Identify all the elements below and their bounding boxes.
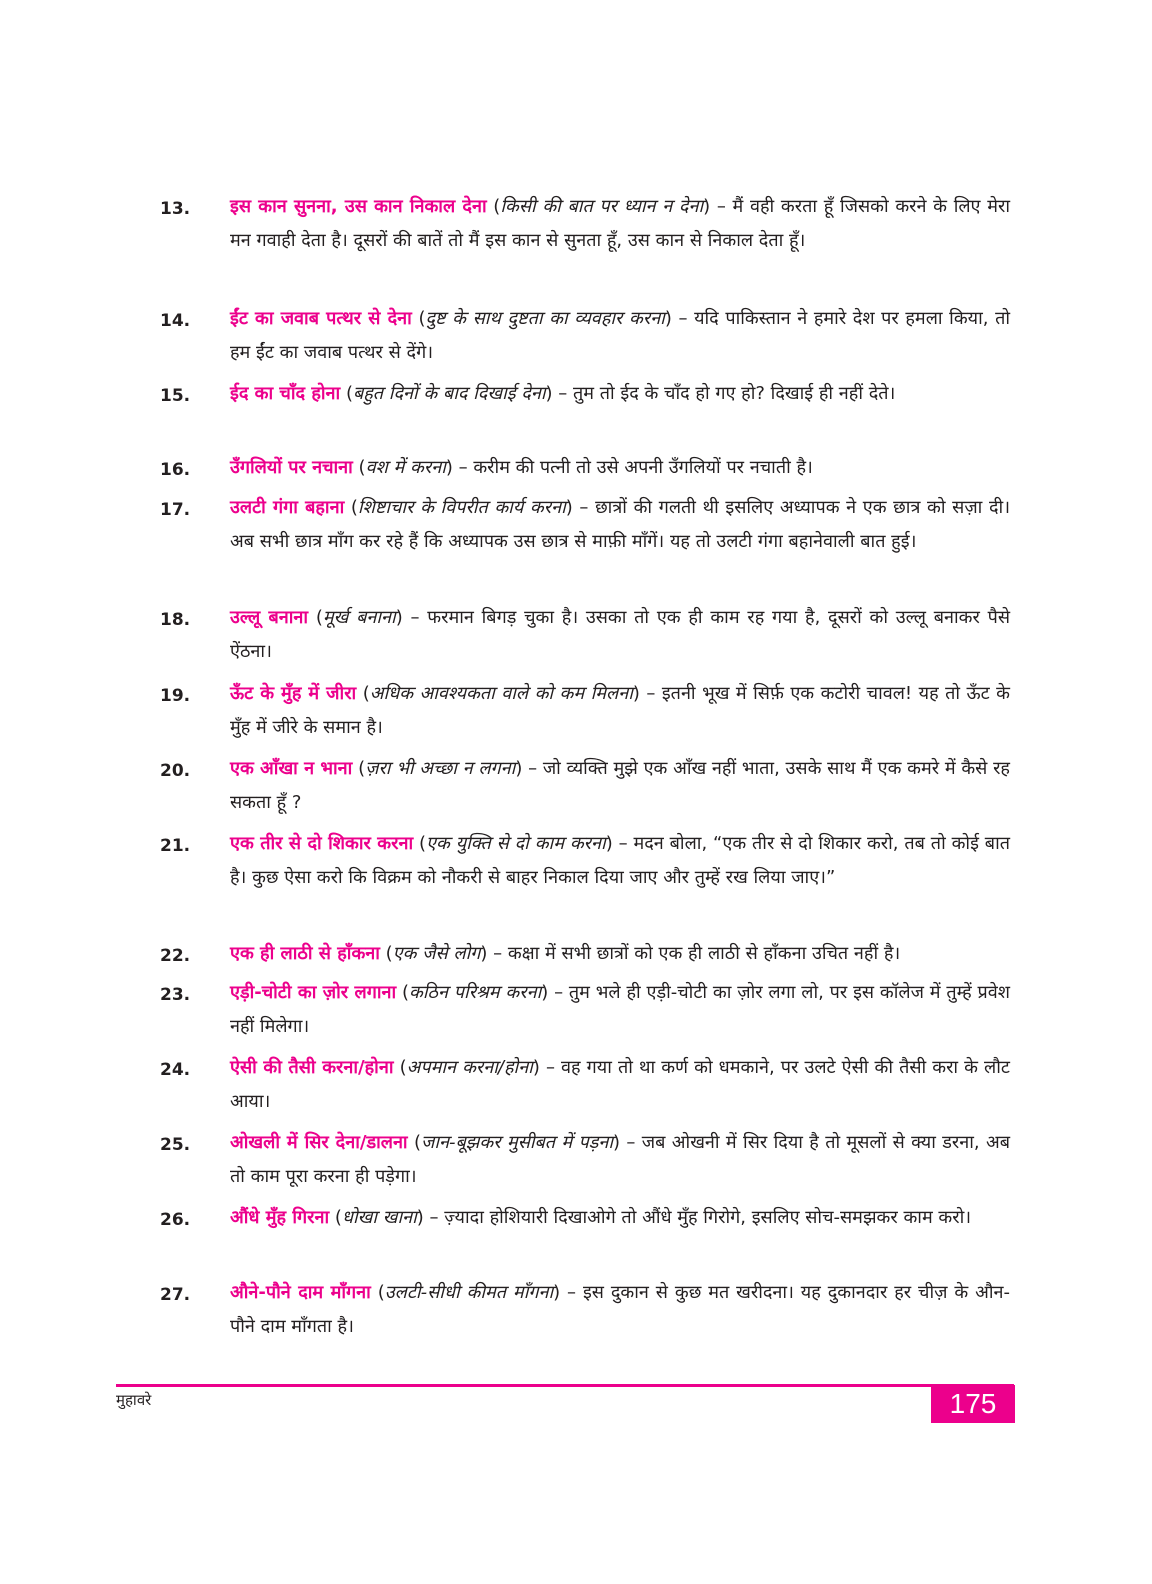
idiom: ऐसी की तैसी करना/होना	[230, 1057, 394, 1078]
entry-text: इस कान सुनना, उस कान निकाल देना (किसी की बात पर ध्यान न देना) – मैं वही करता हूँ जिसको करने के लिए मेरा मन गवाही देता है। दूसरों की बातें तो मैं इस कान से सुनता हूँ, उस कान से निकाल देता हूँ।	[230, 196, 1010, 251]
idiom: एक आँखा न भाना	[230, 758, 353, 779]
entry-number: 20.	[160, 761, 191, 781]
entry-number: 15.	[160, 386, 191, 406]
idiom-example: ज़्यादा होशियारी दिखाओगे तो औंधे मुँह गिरोगे, इसलिए सोच-समझकर काम करो।	[444, 1207, 972, 1228]
idiom: ईंट का जवाब पत्थर से देना	[230, 308, 412, 329]
idiom-meaning: वश में करना	[365, 457, 446, 478]
entry-number: 25.	[160, 1135, 191, 1155]
idiom: एड़ी-चोटी का ज़ोर लगाना	[230, 982, 397, 1003]
page-number: 175	[931, 1385, 1015, 1423]
idiom: ईद का चाँद होना	[230, 383, 341, 404]
entry-number: 27.	[160, 1285, 191, 1305]
idiom-example: इतनी भूख में सिर्फ़ एक कटोरी चावल! यह तो ऊँट के मुँह में जीरे के समान है।	[230, 683, 1010, 738]
idiom-example: वह गया तो था कर्ण को धमकाने, पर उलटे ऐसी की तैसी करा के लौट आया।	[230, 1057, 1010, 1112]
idiom: औने-पौने दाम माँगना	[230, 1282, 371, 1303]
entry-text: ईद का चाँद होना (बहुत दिनों के बाद दिखाई देना) – तुम तो ईद के चाँद हो गए हो? दिखाई ही नहीं देते।	[230, 383, 896, 404]
idiom-meaning: जान-बूझकर मुसीबत में पड़ना	[421, 1132, 614, 1153]
entry-text: ईंट का जवाब पत्थर से देना (दुष्ट के साथ दुष्टता का व्यवहार करना) – यदि पाकिस्तान ने हमारे देश पर हमला किया, तो हम ईंट का जवाब पत्थर से देंगे।	[230, 308, 1011, 363]
idiom-example: इस दुकान से कुछ मत खरीदना। यह दुकानदार हर चीज़ के औन-पौने दाम माँगता है।	[230, 1282, 1010, 1337]
idiom-meaning: एक युक्ति से दो काम करना	[426, 833, 606, 854]
entry-number: 26.	[160, 1210, 191, 1230]
idiom-example: कक्षा में सभी छात्रों को एक ही लाठी से हाँकना उचित नहीं है।	[507, 943, 901, 964]
idiom-example: छात्रों की गलती थी इसलिए अध्यापक ने एक छात्र को सज़ा दी। अब सभी छात्र माँग कर रहे हैं कि अध्यापक उस छात्र से माफ़ी माँगें। यह तो उलटी गंगा बहानेवाली बात हुई।	[230, 497, 1011, 552]
entry-number: 19.	[160, 686, 191, 706]
entry-number: 17.	[160, 500, 191, 520]
idiom-example: जो व्यक्ति मुझे एक आँख नहीं भाता, उसके साथ मैं एक कमरे में कैसे रह सकता हूँ ?	[230, 758, 1010, 813]
idiom-meaning: मूर्ख बनाना	[322, 607, 396, 628]
idiom: एक ही लाठी से हाँकना	[230, 943, 380, 964]
idiom-meaning: ज़रा भी अच्छा न लगना	[365, 758, 516, 779]
idiom: इस कान सुनना, उस कान निकाल देना	[230, 196, 487, 217]
entry-text: औने-पौने दाम माँगना (उलटी-सीधी कीमत माँगना) – इस दुकान से कुछ मत खरीदना। यह दुकानदार हर चीज़ के औन-पौने दाम माँगता है।	[230, 1282, 1010, 1337]
idiom-meaning: दुष्ट के साथ दुष्टता का व्यवहार करना	[425, 308, 665, 329]
idiom-meaning: अधिक आवश्यकता वाले को कम मिलना	[369, 683, 633, 704]
entry-text: एक आँखा न भाना (ज़रा भी अच्छा न लगना) – जो व्यक्ति मुझे एक आँख नहीं भाता, उसके साथ मैं एक कमरे में कैसे रह सकता हूँ ?	[230, 758, 1010, 813]
idiom-example: फरमान बिगड़ चुका है। उसका तो एक ही काम रह गया है, दूसरों को उल्लू बनाकर पैसे ऐंठना।	[230, 607, 1010, 662]
entry-number: 16.	[160, 460, 191, 480]
entry-number: 14.	[160, 311, 191, 331]
idiom-example: जब ओखनी में सिर दिया है तो मूसलों से क्या डरना, अब तो काम पूरा करना ही पड़ेगा।	[230, 1132, 1010, 1187]
entry-text: औंधे मुँह गिरना (धोखा खाना) – ज़्यादा होशियारी दिखाओगे तो औंधे मुँह गिरोगे, इसलिए सोच-समझकर काम करो।	[230, 1207, 972, 1228]
idiom: उँगलियों पर नचाना	[230, 457, 353, 478]
entry-text: उँगलियों पर नचाना (वश में करना) – करीम की पत्नी तो उसे अपनी उँगलियों पर नचाती है।	[230, 457, 813, 478]
idiom: उलटी गंगा बहाना	[230, 497, 345, 518]
entry-number: 22.	[160, 946, 191, 966]
entry-number: 21.	[160, 836, 191, 856]
idiom: ओखली में सिर देना/डालना	[230, 1132, 408, 1153]
idiom-meaning: धोखा खाना	[341, 1207, 417, 1228]
entry-number: 24.	[160, 1060, 191, 1080]
entry-text: एक ही लाठी से हाँकना (एक जैसे लोग) – कक्षा में सभी छात्रों को एक ही लाठी से हाँकना उचित नहीं है।	[230, 943, 901, 964]
idiom-example: तुम तो ईद के चाँद हो गए हो? दिखाई ही नहीं देते।	[573, 383, 896, 404]
idiom: औंधे मुँह गिरना	[230, 1207, 330, 1228]
idiom: उल्लू बनाना	[230, 607, 309, 628]
entry-number: 18.	[160, 610, 191, 630]
idiom-example: तुम भले ही एड़ी-चोटी का ज़ोर लगा लो, पर इस कॉलेज में तुम्हें प्रवेश नहीं मिलेगा।	[230, 982, 1010, 1037]
entry-number: 23.	[160, 985, 191, 1005]
entry-text: ऐसी की तैसी करना/होना (अपमान करना/होना) – वह गया तो था कर्ण को धमकाने, पर उलटे ऐसी की तैसी करा के लौट आया।	[230, 1057, 1010, 1112]
idiom-meaning: एक जैसे लोग	[392, 943, 481, 964]
entry-text: उलटी गंगा बहाना (शिष्टाचार के विपरीत कार्य करना) – छात्रों की गलती थी इसलिए अध्यापक ने एक छात्र को सज़ा दी। अब सभी छात्र माँग कर रहे हैं कि अध्यापक उस छात्र से माफ़ी माँगें। यह तो उलटी गंगा बहानेवाली बात हुई।	[230, 497, 1011, 552]
footer-divider	[116, 1384, 1014, 1387]
idiom-meaning: किसी की बात पर ध्यान न देना	[500, 196, 704, 217]
idiom-meaning: कठिन परिश्रम करना	[409, 982, 542, 1003]
entry-number: 13.	[160, 199, 191, 219]
idiom-example: मैं वही करता हूँ जिसको करने के लिए मेरा मन गवाही देता है। दूसरों की बातें तो मैं इस कान से सुनता हूँ, उस कान से निकाल देता हूँ।	[230, 196, 1010, 251]
idiom-example: मदन बोला, “एक तीर से दो शिकार करो, तब तो कोई बात है। कुछ ऐसा करो कि विक्रम को नौकरी से बाहर निकाल दिया जाए और तुम्हें रख लिया जाए।”	[230, 833, 1011, 888]
idiom-example: यदि पाकिस्तान ने हमारे देश पर हमला किया, तो हम ईंट का जवाब पत्थर से देंगे।	[230, 308, 1011, 363]
idiom-meaning: अपमान करना/होना	[406, 1057, 533, 1078]
idiom-meaning: शिष्टाचार के विपरीत कार्य करना	[357, 497, 566, 518]
entry-text: उल्लू बनाना (मूर्ख बनाना) – फरमान बिगड़ चुका है। उसका तो एक ही काम रह गया है, दूसरों को उल्लू बनाकर पैसे ऐंठना।	[230, 607, 1010, 662]
idiom-example: करीम की पत्नी तो उसे अपनी उँगलियों पर नचाती है।	[473, 457, 813, 478]
entry-text: ओखली में सिर देना/डालना (जान-बूझकर मुसीबत में पड़ना) – जब ओखनी में सिर दिया है तो मूसलों से क्या डरना, अब तो काम पूरा करना ही पड़ेगा।	[230, 1132, 1010, 1187]
idiom: ऊँट के मुँह में जीरा	[230, 683, 357, 704]
idiom-meaning: उलटी-सीधी कीमत माँगना	[384, 1282, 554, 1303]
idiom-meaning: बहुत दिनों के बाद दिखाई देना	[352, 383, 546, 404]
idiom: एक तीर से दो शिकार करना	[230, 833, 414, 854]
footer-chapter-label: मुहावरे	[116, 1391, 152, 1409]
entry-text: एक तीर से दो शिकार करना (एक युक्ति से दो काम करना) – मदन बोला, “एक तीर से दो शिकार करो, तब तो कोई बात है। कुछ ऐसा करो कि विक्रम को नौकरी से बाहर निकाल दिया जाए और तुम्हें रख लिया जाए।”	[230, 833, 1011, 888]
entry-text: एड़ी-चोटी का ज़ोर लगाना (कठिन परिश्रम करना) – तुम भले ही एड़ी-चोटी का ज़ोर लगा लो, पर इस कॉलेज में तुम्हें प्रवेश नहीं मिलेगा।	[230, 982, 1010, 1037]
entry-text: ऊँट के मुँह में जीरा (अधिक आवश्यकता वाले को कम मिलना) – इतनी भूख में सिर्फ़ एक कटोरी चावल! यह तो ऊँट के मुँह में जीरे के समान है।	[230, 683, 1010, 738]
